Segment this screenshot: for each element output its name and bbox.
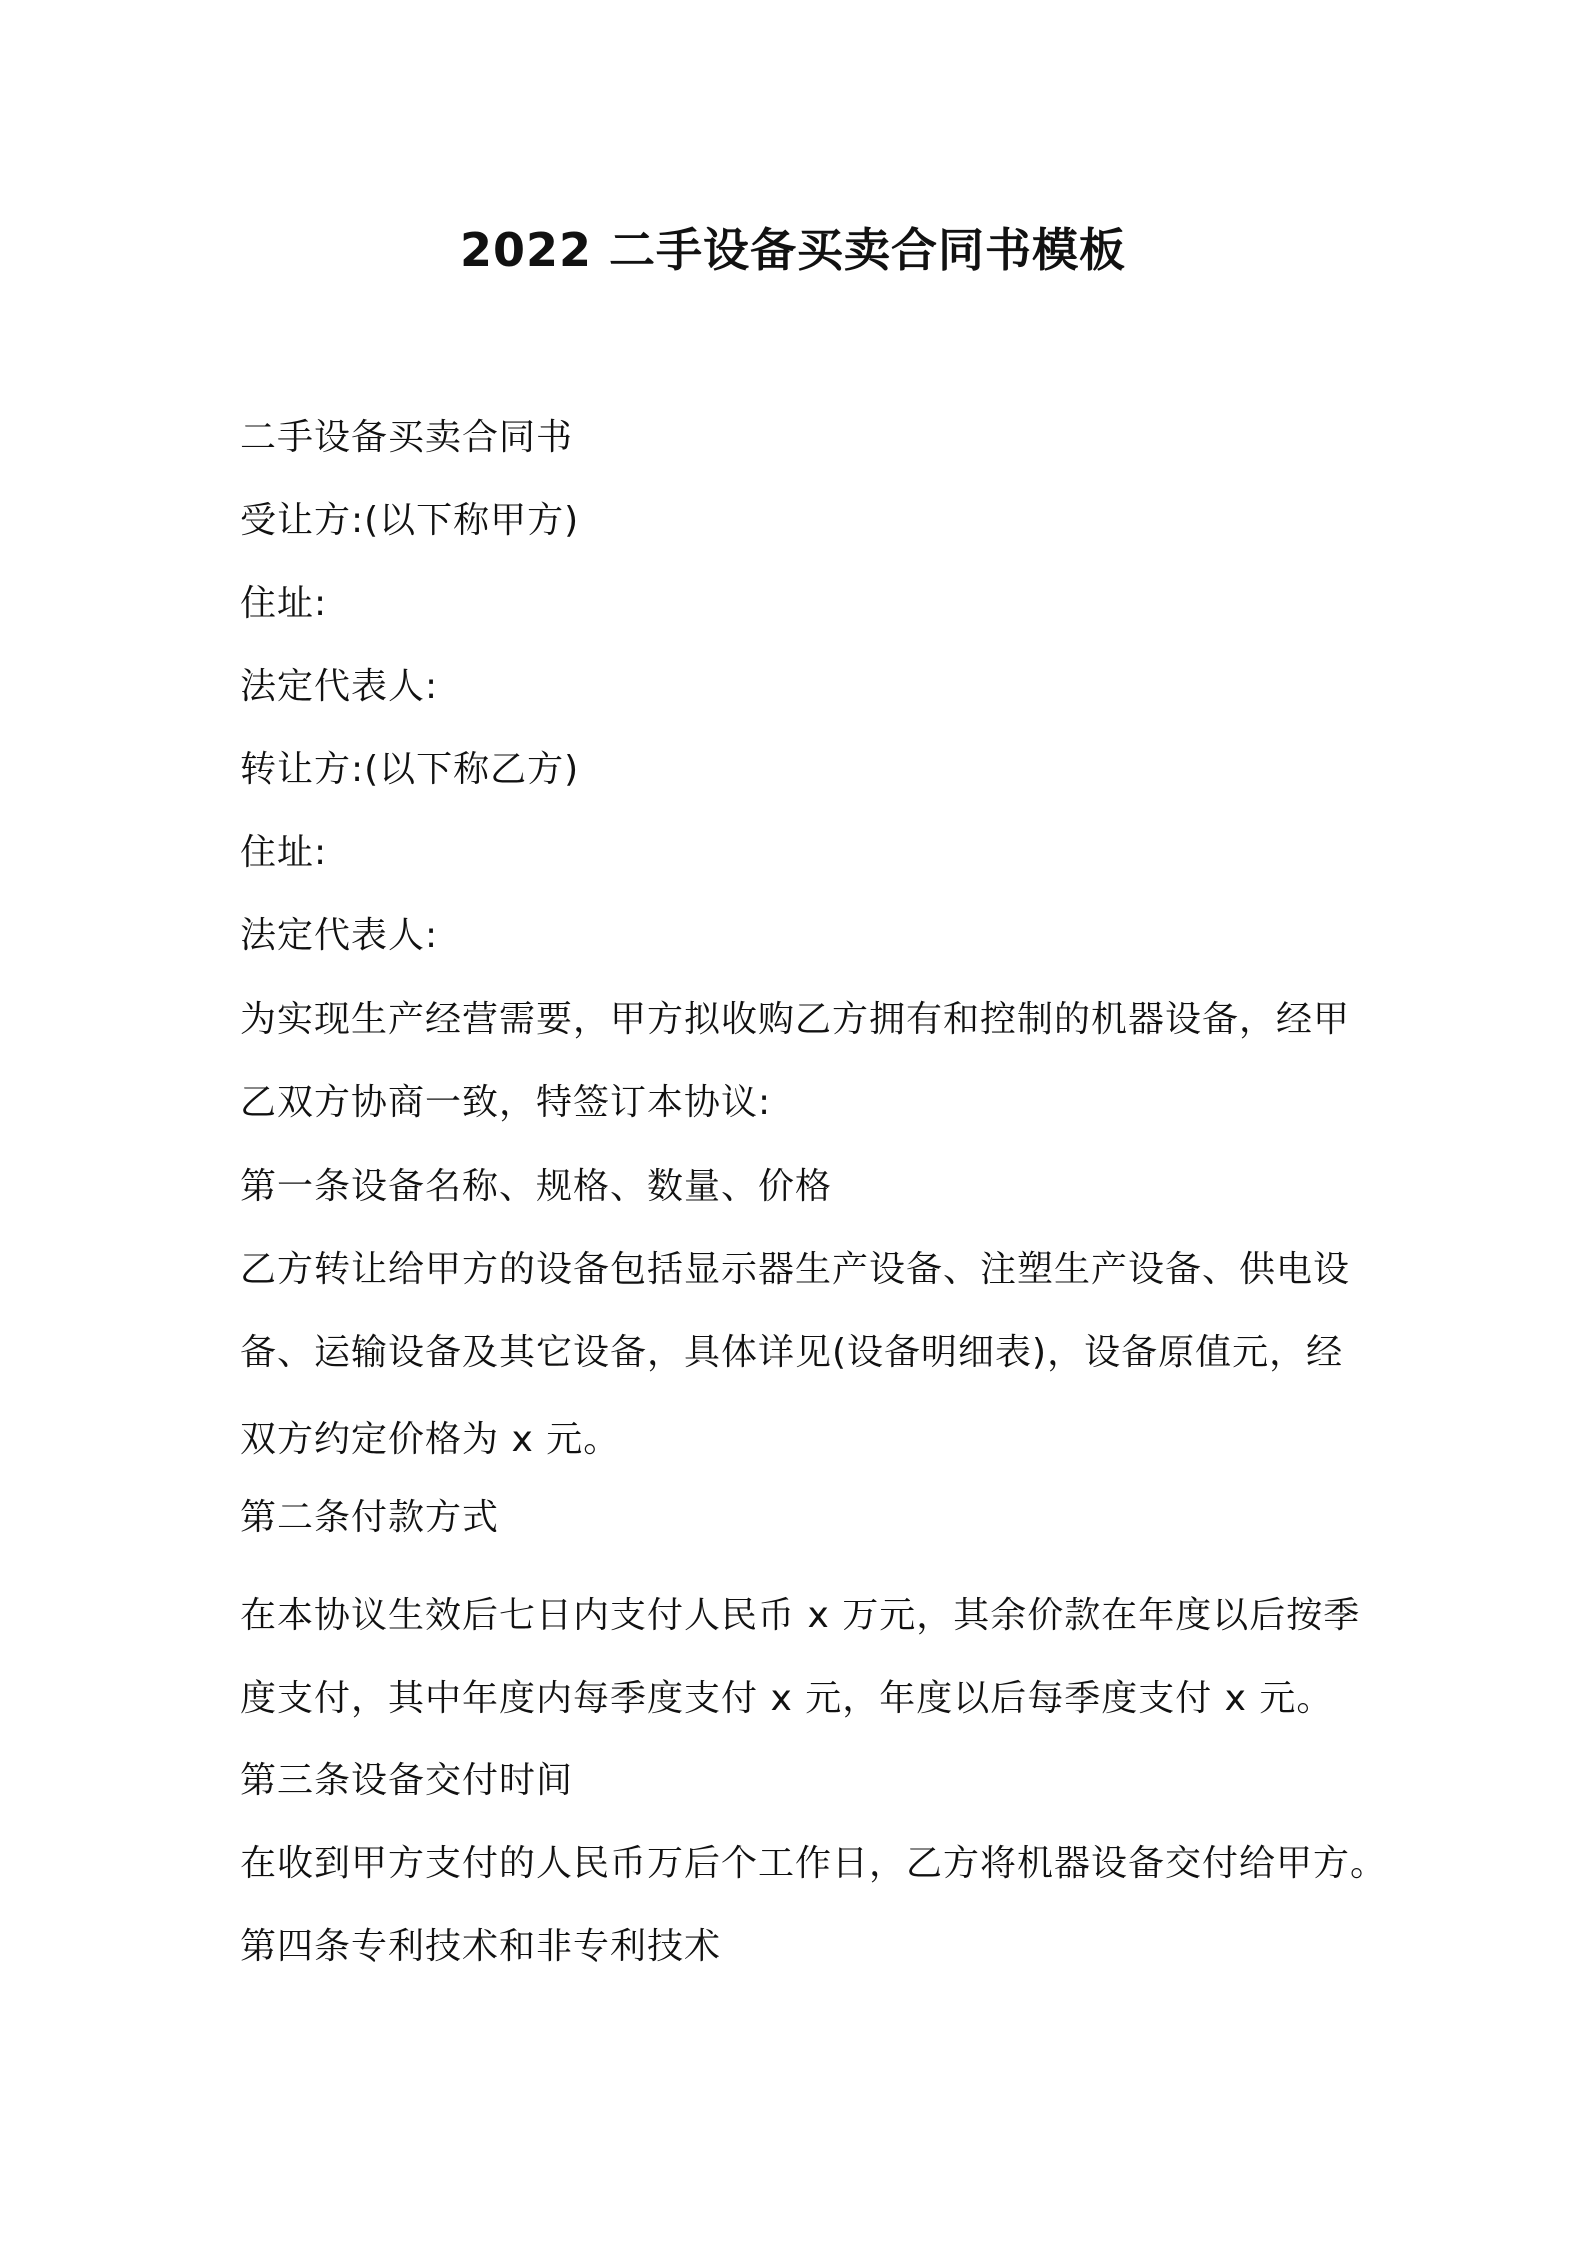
article-2-line: 在本协议生效后七日内支付人民币 x 万元，其余价款在年度以后按季 (240, 1595, 1361, 1636)
article-2-line: 度支付，其中年度内每季度支付 x 元，年度以后每季度支付 x 元。 (240, 1678, 1334, 1719)
article-1-line: 乙方转让给甲方的设备包括显示器生产设备、注塑生产设备、供电设 (240, 1249, 1351, 1290)
party-b-label: 转让方:(以下称乙方) (240, 749, 580, 790)
party-a-legal-rep: 法定代表人: (240, 666, 439, 707)
article-1-line: 备、运输设备及其它设备，具体详见(设备明细表)，设备原值元，经 (240, 1332, 1344, 1373)
contract-heading: 二手设备买卖合同书 (240, 417, 574, 458)
article-3-line: 在收到甲方支付的人民币万后个工作日，乙方将机器设备交付给甲方。 (240, 1843, 1388, 1884)
party-b-legal-rep: 法定代表人: (240, 915, 439, 956)
article-1-title: 第一条设备名称、规格、数量、价格 (240, 1166, 833, 1207)
party-a-label: 受让方:(以下称甲方) (240, 500, 580, 541)
preamble-line: 乙双方协商一致，特签订本协议: (240, 1082, 772, 1123)
article-4-title: 第四条专利技术和非专利技术 (240, 1926, 722, 1967)
party-b-address: 住址: (240, 832, 328, 873)
article-2-title: 第二条付款方式 (240, 1497, 500, 1538)
party-a-address: 住址: (240, 583, 328, 624)
document-title: 2022 二手设备买卖合同书模板 (459, 223, 1127, 277)
preamble-line: 为实现生产经营需要，甲方拟收购乙方拥有和控制的机器设备，经甲 (240, 999, 1351, 1040)
article-3-title: 第三条设备交付时间 (240, 1760, 574, 1801)
article-1-line: 双方约定价格为 x 元。 (240, 1419, 621, 1460)
